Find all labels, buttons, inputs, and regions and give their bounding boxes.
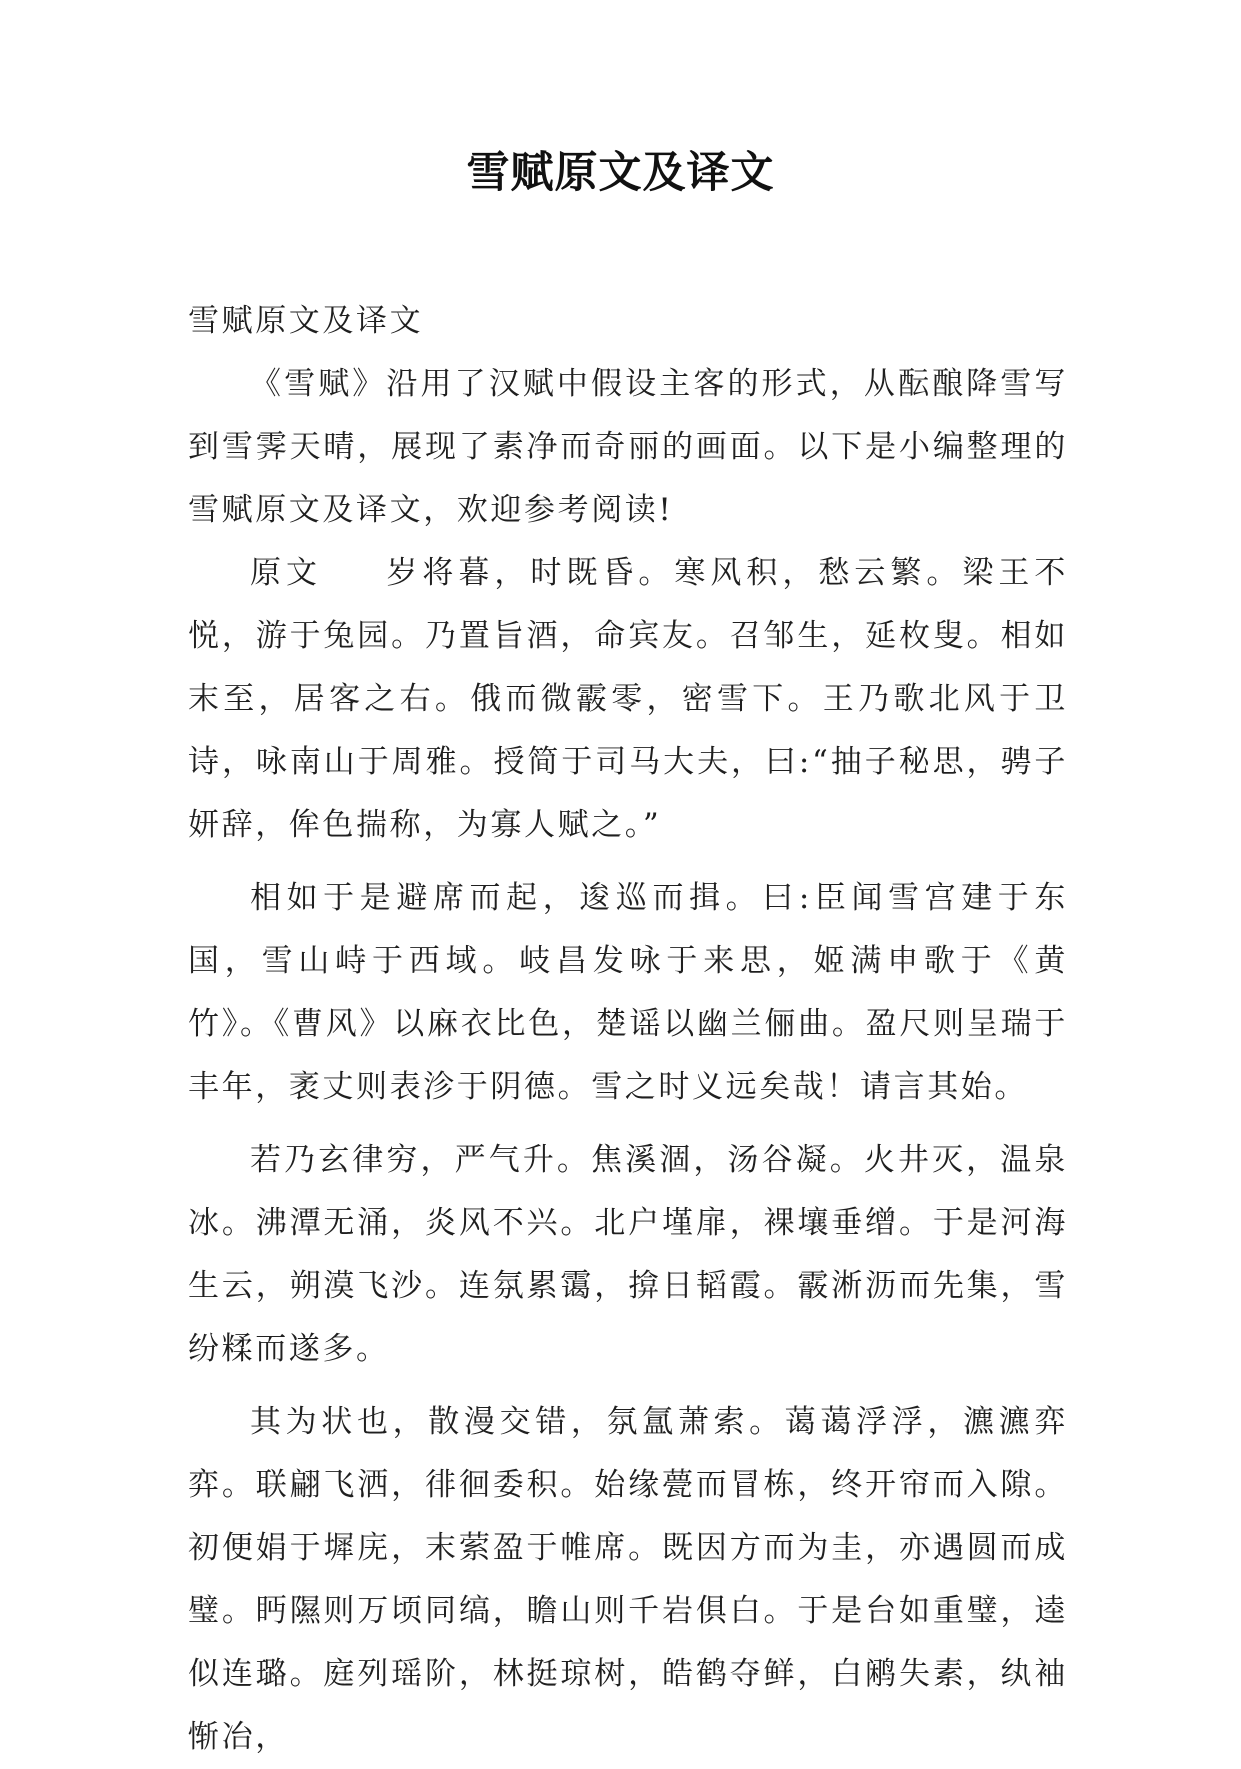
section-label-original: 原文	[250, 555, 322, 591]
original-text-paragraph-3: 若乃玄律穷，严气升。焦溪涸，汤谷凝。火井灭，温泉冰。沸潭无涌，炎风不兴。北户墐扉，裸壤垂缯。于是河海生云，朔漠飞沙。连氛累霭，揜日韬霞。霰淅沥而先集，雪纷糅而遂多。	[188, 1142, 1068, 1367]
original-text-paragraph-2: 相如于是避席而起，逡巡而揖。曰:臣闻雪宫建于东国，雪山峙于西域。岐昌发咏于来思，姬满申歌于《黄竹》。《曹风》以麻衣比色，楚谣以幽兰俪曲。盈尺则呈瑞于丰年，袤丈则表沴于阴德。雪之时义远矣哉！请言其始。	[188, 880, 1068, 1105]
paragraph-1-text: 岁将暮，时既昏。寒风积，愁云繁。梁王不悦，游于兔园。乃置旨酒，命宾友。召邹生，延枚叟。相如末至，居客之右。俄而微霰零，密雪下。王乃歌北风于卫诗，咏南山于周雅。授简于司马大夫，曰:“抽子秘思，骋子妍辞，侔色揣称，为寡人赋之。”	[188, 555, 1068, 843]
document-subtitle: 雪赋原文及译文	[188, 303, 424, 339]
original-text-paragraph-4: 其为状也，散漫交错，氛氲萧索。蔼蔼浮浮，瀌瀌弈弈。联翩飞洒，徘徊委积。始缘甍而冒栋，终开帘而入隙。初便娟于墀庑，末萦盈于帷席。既因方而为圭，亦遇圆而成璧。眄隰则万顷同缟，瞻山则千岩俱白。于是台如重璧，逵似连璐。庭列瑶阶，林挺琼树，皓鹤夺鲜，白鹇失素，纨袖惭冶，	[188, 1404, 1068, 1755]
document-body	[188, 290, 1068, 1769]
document-title: 雪赋原文及译文	[466, 148, 775, 198]
original-text-paragraph-1	[188, 542, 1068, 857]
intro-paragraph: 《雪赋》沿用了汉赋中假设主客的形式，从酝酿降雪写到雪霁天晴，展现了素净而奇丽的画面。以下是小编整理的雪赋原文及译文，欢迎参考阅读!	[188, 366, 1068, 528]
